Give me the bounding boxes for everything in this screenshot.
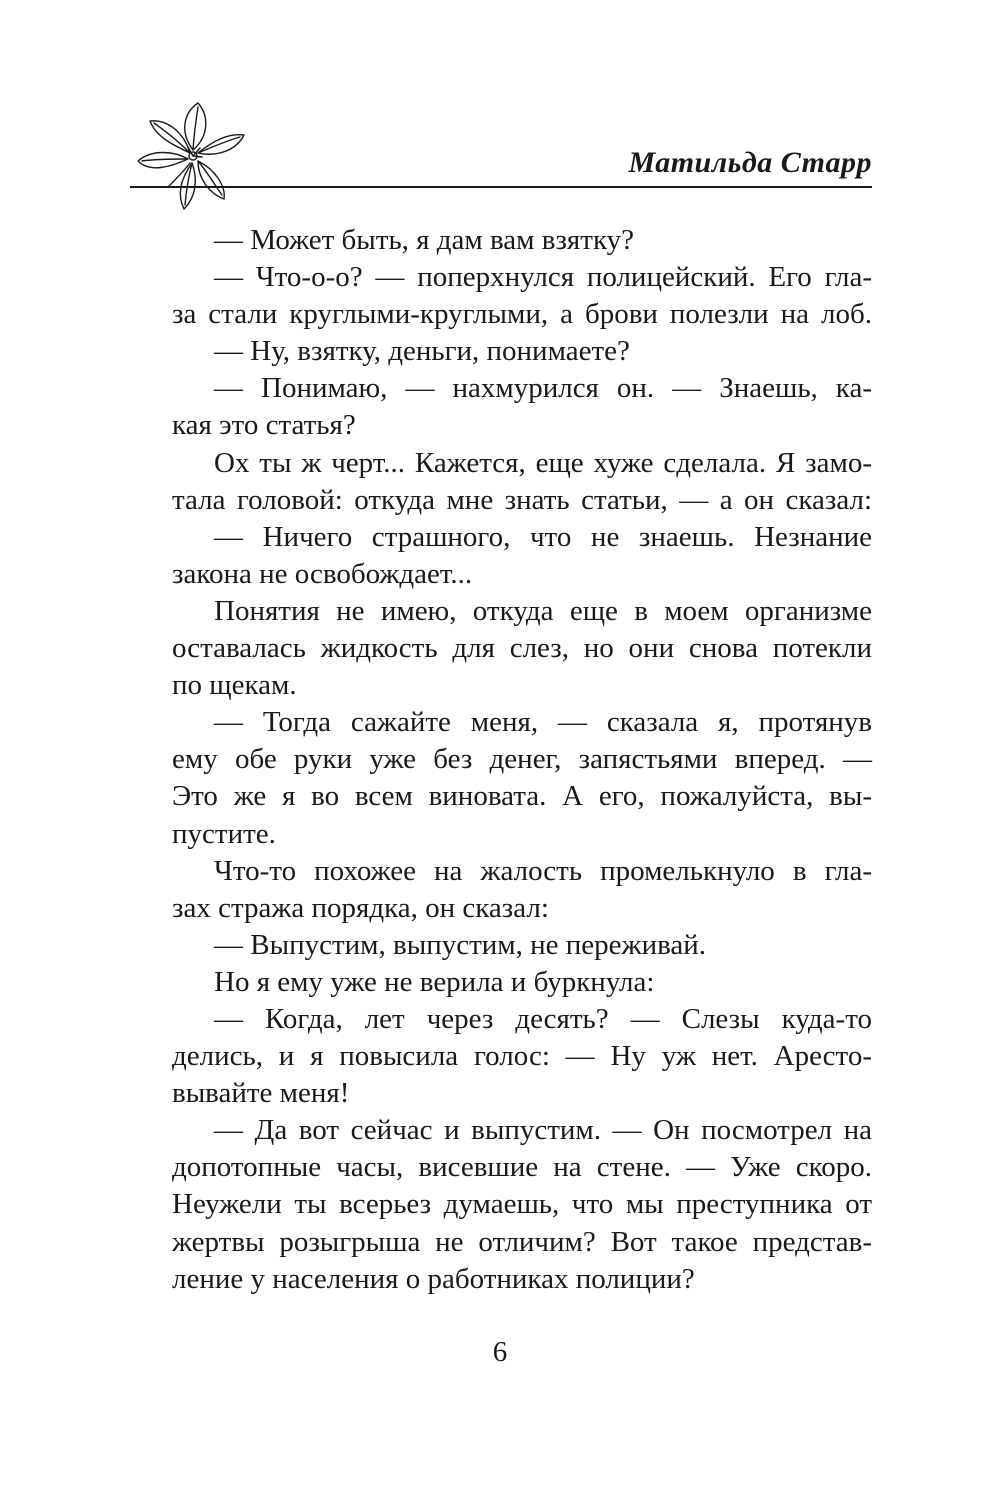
text-line: вывайте меня! (172, 1077, 350, 1110)
text-line: — Может быть, я дам вам взятку? (214, 224, 634, 256)
text-line: Неужели ты всерьез думаешь, что мы преступника от (172, 1188, 872, 1221)
running-title: Матильда Старр (628, 146, 872, 179)
text-line: по щекам. (172, 669, 297, 702)
text-line: Что-то похожее на жалость промелькнуло в гла- (214, 854, 872, 887)
text-line: ему обе руки уже без денег, запястьями вперед. — (172, 743, 872, 776)
text-line: — Ничего страшного, что не знаешь. Незнание (214, 520, 872, 553)
text-line: Ох ты ж черт... Кажется, еще хуже сделала. Я замо- (214, 446, 872, 479)
text-line: — Что-о-о? — поперхнулся полицейский. Его гла- (214, 261, 872, 294)
flower-ornament-icon (128, 95, 258, 215)
text-line: допотопные часы, висевшие на стене. — Уже скоро. (172, 1151, 872, 1184)
text-line: — Когда, лет через десять? — Слезы куда-то (214, 1002, 872, 1035)
text-line: Это же я во всем виновата. А его, пожалуйста, вы- (172, 780, 872, 813)
text-line: жертвы розыгрыша не отличим? Вот такое представ- (172, 1225, 872, 1258)
text-line: — Тогда сажайте меня, — сказала я, протянув (214, 706, 872, 739)
text-line: — Выпустим, выпустим, не переживай. (214, 928, 707, 961)
text-line: кая это статья? (172, 409, 356, 442)
text-line: — Понимаю, — нахмурился он. — Знаешь, ка- (214, 372, 872, 405)
text-line: тала головой: откуда мне знать статьи, — а он сказал: (172, 483, 872, 516)
text-line: делись, и я повысила голос: — Ну уж нет. Аресто- (172, 1040, 872, 1073)
page-number: 6 (492, 1336, 508, 1368)
header-rule (130, 186, 872, 188)
text-line: закона не освобождает... (172, 557, 473, 590)
text-line: зах стража порядка, он сказал: (172, 891, 549, 924)
text-line: Понятия не имею, откуда еще в моем организме (214, 594, 872, 627)
text-line: — Ну, взятку, деньги, понимаете? (214, 335, 630, 368)
text-line: — Да вот сейчас и выпустим. — Он посмотрел на (214, 1114, 872, 1147)
text-line: ление у населения о работниках полиции? (172, 1262, 695, 1295)
text-line: пустите. (172, 817, 276, 850)
text-line: оставалась жидкость для слез, но они снова потекли (172, 632, 872, 665)
page-body-text (172, 222, 872, 1298)
text-line: за стали круглыми-круглыми, а брови полезли на лоб. (172, 298, 872, 331)
text-line: Но я ему уже не верила и буркнула: (214, 965, 655, 998)
page-header (0, 0, 1000, 220)
